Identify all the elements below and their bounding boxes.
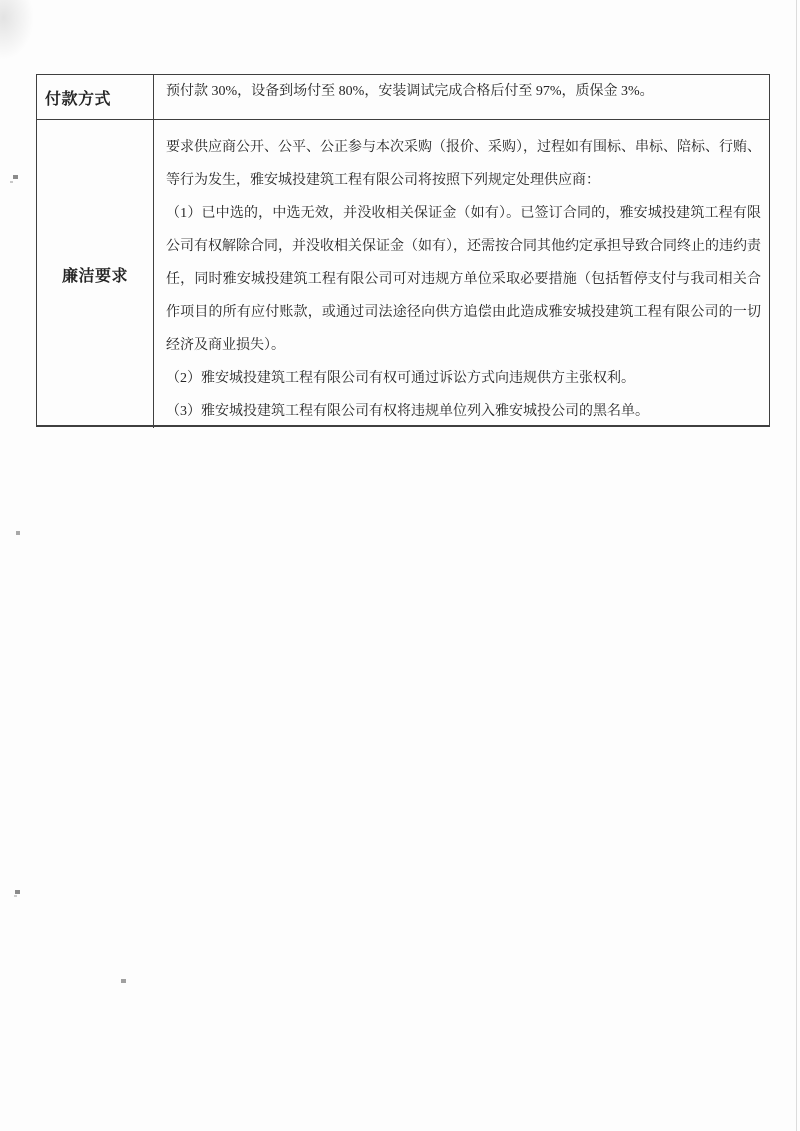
scan-speck [121,979,126,983]
scan-corner-smudge [0,0,34,60]
payment-method-row-label: 付款方式 [37,75,154,120]
procurement-terms-table [36,74,770,427]
scan-speck [16,531,20,535]
scan-speck [13,175,18,179]
payment-terms-paragraph: 预付款 30%，设备到场付至 80%，安装调试完成合格后付至 97%，质保金 3%。 [166,84,654,99]
integrity-clause-1-paragraph: （1）已中选的，中选无效，并没收相关保证金（如有）。已签订合同的，雅安城投建筑工程有限公司有权解除合同，并没收相关保证金（如有），还需按合同其他约定承担导致合同终止的违约责任，同时雅安城投建筑工程有限公司可对违规方单位采取必要措施（包括暂停支付与我司相关合作项目的所有应付账款，或通过司法途径向供方追偿由此造成雅安城投建筑工程有限公司的一切经济及商业损失）。 [166,206,761,353]
integrity-intro-paragraph: 要求供应商公开、公平、公正参与本次采购（报价、采购），过程如有围标、串标、陪标、行贿、等行为发生，雅安城投建筑工程有限公司将按照下列规定处理供应商： [166,140,761,188]
integrity-clause-2-paragraph: （2）雅安城投建筑工程有限公司有权可通过诉讼方式向违规供方主张权利。 [166,371,635,386]
scan-edge-line [796,0,797,1131]
integrity-clause-3-paragraph: （3）雅安城投建筑工程有限公司有权将违规单位列入雅安城投公司的黑名单。 [166,404,649,419]
payment-method-terms-text [154,75,769,120]
integrity-requirements-text [154,120,769,428]
integrity-requirements-row-label: 廉洁要求 [37,120,154,428]
scan-speck [15,890,20,894]
